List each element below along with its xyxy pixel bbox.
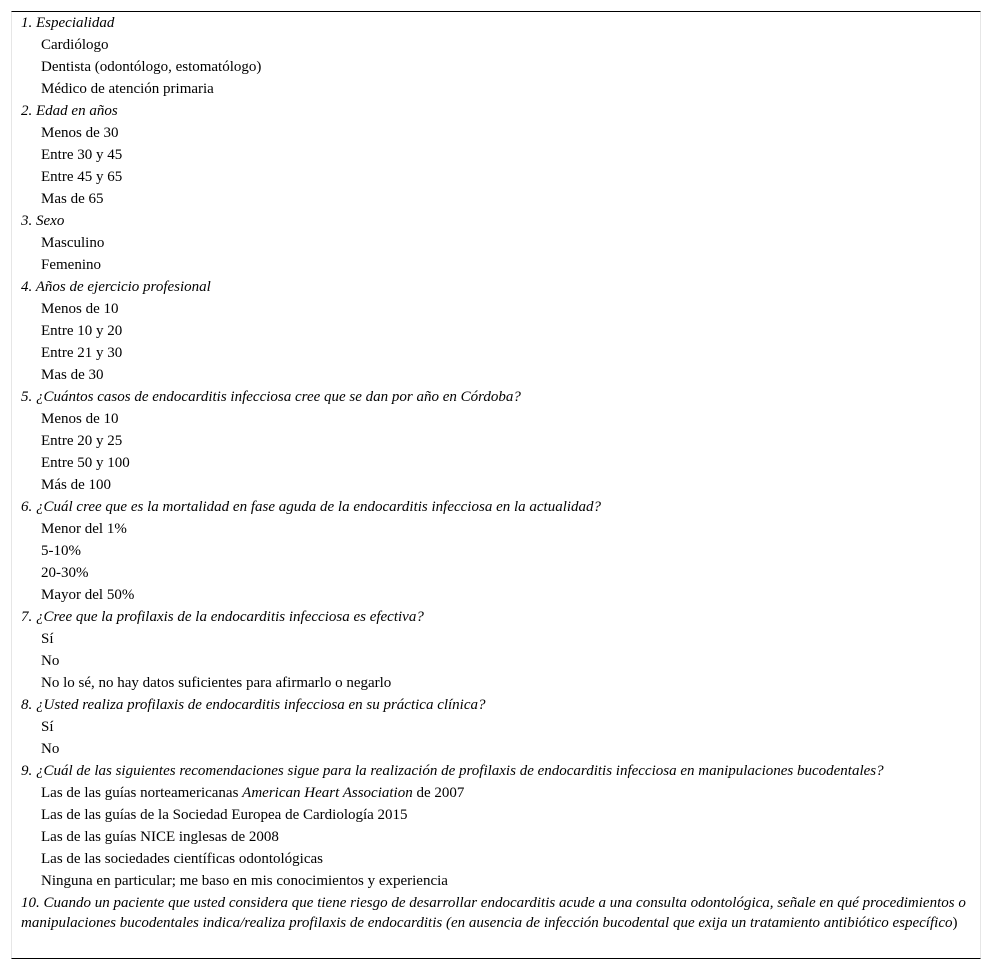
option: Mayor del 50%: [41, 587, 135, 603]
option: Menos de 10: [41, 301, 119, 317]
option: No: [41, 653, 60, 669]
option: Dentista (odontólogo, estomatólogo): [41, 59, 262, 75]
option: Médico de atención primaria: [41, 81, 214, 97]
option: Más de 100: [41, 477, 111, 493]
option: [21, 782, 971, 804]
question-8: 8. ¿Usted realiza profilaxis de endocarditis infecciosa en su práctica clínica?: [21, 697, 486, 713]
option: Entre 50 y 100: [41, 455, 130, 471]
option: No lo sé, no hay datos suficientes para afirmarlo o negarlo: [41, 675, 392, 691]
option: Mas de 30: [41, 367, 104, 383]
question-9: 9. ¿Cuál de las siguientes recomendaciones sigue para la realización de profilaxis de endocarditis infecciosa en manipulaciones bucodentales?: [21, 763, 884, 779]
option: Menos de 30: [41, 125, 119, 141]
questionnaire-list: [21, 12, 971, 933]
question-10: [21, 892, 971, 933]
question-6: 6. ¿Cuál cree que es la mortalidad en fase aguda de la endocarditis infecciosa en la actualidad?: [21, 499, 602, 515]
option: Entre 21 y 30: [41, 345, 123, 361]
question-text-tail: ): [952, 915, 958, 931]
option: Entre 10 y 20: [41, 323, 123, 339]
option: Las de las sociedades científicas odontológicas: [41, 851, 323, 867]
option: Las de las guías de la Sociedad Europea de Cardiología 2015: [41, 807, 408, 823]
option: No: [41, 741, 60, 757]
question-7: 7. ¿Cree que la profilaxis de la endocarditis infecciosa es efectiva?: [21, 609, 424, 625]
question-text: 10. Cuando un paciente que usted considera que tiene riesgo de desarrollar endocarditis acude a una consulta odontológica, señale en qué procedimientos o manipulaciones bucodentales indica/realiza profilaxis de endocarditis (en ausencia de infección bucodental que exija un tratamiento antibiótico específico: [21, 895, 966, 931]
option: Menor del 1%: [41, 521, 127, 537]
option: Menos de 10: [41, 411, 119, 427]
question-5: 5. ¿Cuántos casos de endocarditis infecciosa cree que se dan por año en Córdoba?: [21, 389, 521, 405]
option: Entre 45 y 65: [41, 169, 123, 185]
option: Sí: [41, 719, 54, 735]
option-text-italic: American Heart Association: [242, 785, 413, 801]
option: Mas de 65: [41, 191, 104, 207]
option: 5-10%: [41, 543, 81, 559]
option: 20-30%: [41, 565, 89, 581]
option: Las de las guías NICE inglesas de 2008: [41, 829, 279, 845]
question-3: 3. Sexo: [21, 213, 65, 229]
option-text: Las de las guías norteamericanas: [41, 785, 243, 801]
option-text: de 2007: [412, 785, 465, 801]
option: Entre 30 y 45: [41, 147, 123, 163]
question-4: 4. Años de ejercicio profesional: [21, 279, 211, 295]
option: Masculino: [41, 235, 105, 251]
question-2: 2. Edad en años: [21, 103, 118, 119]
option: Sí: [41, 631, 54, 647]
option: Femenino: [41, 257, 101, 273]
option: Cardiólogo: [41, 37, 109, 53]
question-1: 1. Especialidad: [21, 15, 115, 31]
option: Ninguna en particular; me baso en mis conocimientos y experiencia: [41, 873, 448, 889]
option: Entre 20 y 25: [41, 433, 123, 449]
